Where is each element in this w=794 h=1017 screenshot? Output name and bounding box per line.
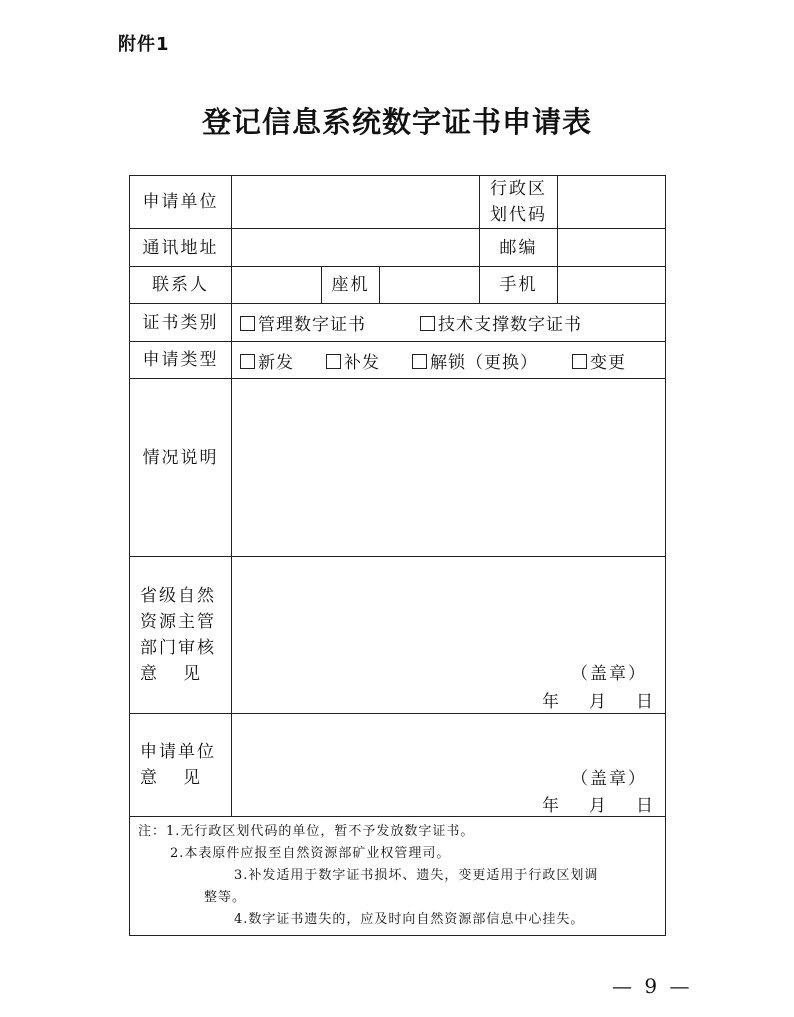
- label-landline: 座机: [322, 267, 380, 304]
- admin-code-field: [558, 176, 666, 229]
- unit-date: 年 月 日: [542, 796, 656, 816]
- apply-type-options: [232, 342, 666, 379]
- contact-field: [232, 267, 322, 304]
- provincial-review-field: [232, 557, 666, 714]
- checkbox-icon[interactable]: [240, 316, 255, 331]
- provincial-opinion-label: 意 见: [140, 664, 202, 684]
- label-contact: 联系人: [130, 267, 232, 304]
- provincial-seal-label: （盖章）: [571, 664, 648, 684]
- provincial-line2: 资源主管: [140, 612, 216, 632]
- apply-type-option-reissue[interactable]: 补发: [326, 348, 412, 373]
- label-situation: 情况说明: [130, 379, 232, 557]
- unit-seal-label: （盖章）: [571, 769, 648, 789]
- unit-opinion-label: 意 见: [140, 768, 202, 788]
- checkbox-icon[interactable]: [326, 354, 341, 369]
- checkbox-icon[interactable]: [572, 354, 587, 369]
- notes-section: [130, 817, 666, 936]
- checkbox-icon[interactable]: [240, 354, 255, 369]
- label-apply-type: 申请类型: [130, 342, 232, 379]
- label-provincial-review: [130, 557, 232, 714]
- provincial-date: 年 月 日: [542, 692, 656, 712]
- label-postcode: 邮编: [480, 229, 558, 267]
- form-title: 登记信息系统数字证书申请表: [201, 105, 592, 139]
- address-field: [232, 229, 480, 267]
- apply-type-option-new[interactable]: 新发: [240, 348, 326, 373]
- label-cert-type: 证书类别: [130, 304, 232, 342]
- label-applicant-unit: 申请单位: [130, 176, 232, 229]
- label-address: 通讯地址: [130, 229, 232, 267]
- note-2: 2.本表原件应报至自然资源部矿业权管理司。: [170, 846, 451, 861]
- landline-field: [380, 267, 480, 304]
- checkbox-icon[interactable]: [420, 316, 435, 331]
- mobile-field: [558, 267, 666, 304]
- admin-code-line1: 行政区: [490, 179, 548, 199]
- apply-type-option-change[interactable]: 变更: [572, 348, 626, 373]
- label-admin-code: [480, 176, 558, 229]
- cert-type-option-technical[interactable]: 技术支撑数字证书: [420, 310, 582, 335]
- page-number: — 9 —: [612, 974, 693, 998]
- unit-opinion-line1: 申请单位: [140, 742, 216, 762]
- checkbox-icon[interactable]: [412, 354, 427, 369]
- application-form-table: [129, 175, 666, 936]
- unit-opinion-field: [232, 714, 666, 817]
- note-4: 4.数字证书遗失的，应及时向自然资源部信息中心挂失。: [234, 912, 585, 927]
- label-unit-opinion: [130, 714, 232, 817]
- cert-type-option-management[interactable]: 管理数字证书: [240, 310, 420, 335]
- postcode-field: [558, 229, 666, 267]
- label-mobile: 手机: [480, 267, 558, 304]
- note-3-continued: 整等。: [204, 890, 247, 905]
- applicant-unit-field: [232, 176, 480, 229]
- attachment-label: 附件1: [118, 34, 170, 55]
- apply-type-option-unlock[interactable]: 解锁（更换）: [412, 348, 572, 373]
- provincial-line1: 省级自然: [140, 586, 216, 606]
- provincial-line3: 部门审核: [140, 638, 216, 658]
- situation-field: [232, 379, 666, 557]
- note-1: 注：1.无行政区划代码的单位，暂不予发放数字证书。: [138, 824, 475, 839]
- note-3: 3.补发适用于数字证书损坏、遗失，变更适用于行政区划调: [234, 868, 599, 883]
- admin-code-line2: 划代码: [490, 205, 548, 225]
- cert-type-options: [232, 304, 666, 342]
